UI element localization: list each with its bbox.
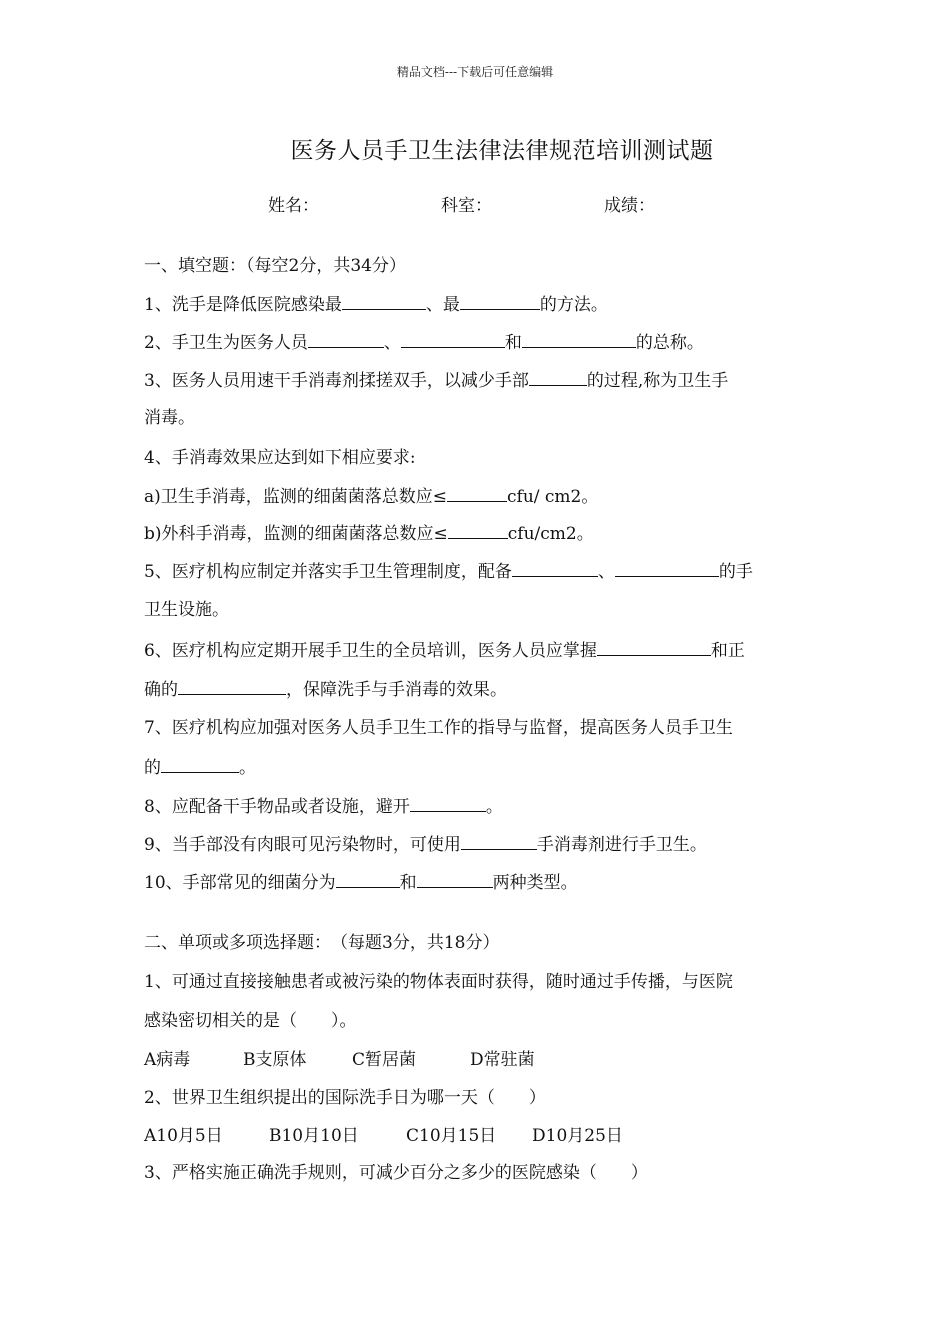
- document-title: 医务人员手卫生法律法律规范培训测试题: [290, 138, 714, 164]
- blank: [161, 755, 239, 773]
- s1-question-2: 2、手卫生为医务人员 、 和 的总称。: [144, 330, 704, 355]
- section1-heading: 一、填空题：（每空2分，共34分）: [144, 256, 406, 276]
- s1-question-7-cont: 的 。: [144, 755, 256, 780]
- blank: [461, 832, 537, 850]
- blank: [342, 292, 426, 310]
- s1-question-3-cont: 消毒。: [144, 408, 195, 428]
- blank: [615, 559, 719, 577]
- blank: [336, 870, 400, 888]
- s1-question-9: 9、当手部没有肉眼可见污染物时，可使用 手消毒剂进行手卫生。: [144, 832, 707, 857]
- s1-question-1: 1、洗手是降低医院感染最 、最 的方法。: [144, 292, 608, 317]
- s2-question-1: 1、可通过直接接触患者或被污染的物体表面时获得，随时通过手传播，与医院: [144, 972, 733, 992]
- s1-question-5-cont: 卫生设施。: [144, 600, 229, 620]
- s1-question-4a: a)卫生手消毒，监测的细菌菌落总数应≤ cfu/ cm2。: [144, 484, 598, 509]
- s2-question-3: 3、严格实施正确洗手规则，可减少百分之多少的医院感染（ ）: [144, 1163, 648, 1183]
- s1-question-6: 6、医疗机构应定期开展手卫生的全员培训，医务人员应掌握 和正: [144, 638, 745, 663]
- s1-question-8: 8、应配备干手物品或者设施，避开 。: [144, 794, 503, 819]
- s2-question-1-cont: 感染密切相关的是（ ）。: [144, 1011, 357, 1031]
- blank: [308, 330, 384, 348]
- name-field-label: 姓名：: [268, 196, 319, 216]
- s2-q2-option-b: B10月10日: [269, 1126, 359, 1146]
- dept-field-label: 科室：: [441, 196, 492, 216]
- blank: [512, 559, 598, 577]
- blank: [401, 330, 505, 348]
- blank: [410, 794, 486, 812]
- s2-q2-option-a: A10月5日: [144, 1126, 223, 1146]
- blank: [448, 521, 508, 539]
- s1-question-7: 7、医疗机构应加强对医务人员手卫生工作的指导与监督，提高医务人员手卫生: [144, 718, 733, 738]
- s2-q1-option-d: D常驻菌: [470, 1050, 535, 1070]
- score-field-label: 成绩：: [604, 196, 655, 216]
- s1-question-6-cont: 确的 ，保障洗手与手消毒的效果。: [144, 677, 507, 702]
- s1-question-10: 10、手部常见的细菌分为 和 两种类型。: [144, 870, 578, 895]
- s1-question-4: 4、手消毒效果应达到如下相应要求:: [144, 448, 416, 468]
- blank: [522, 330, 636, 348]
- blank: [417, 870, 493, 888]
- s2-q1-option-a: A病毒: [144, 1050, 191, 1070]
- s1-question-4b: b)外科手消毒，监测的细菌菌落总数应≤ cfu/cm2。: [144, 521, 594, 546]
- s2-q2-option-d: D10月25日: [532, 1126, 623, 1146]
- s2-question-2: 2、世界卫生组织提出的国际洗手日为哪一天（ ）: [144, 1088, 546, 1108]
- s1-question-5: 5、医疗机构应制定并落实手卫生管理制度，配备 、 的手: [144, 559, 753, 584]
- s2-q1-option-b: B支原体: [243, 1050, 307, 1070]
- blank: [447, 484, 507, 502]
- blank: [178, 677, 286, 695]
- s2-q2-option-c: C10月15日: [406, 1126, 497, 1146]
- blank: [597, 638, 711, 656]
- s1-question-3: 3、医务人员用速干手消毒剂揉搓双手，以减少手部 的过程,称为卫生手: [144, 368, 728, 393]
- section2-heading: 二、单项或多项选择题： （每题3分，共18分）: [144, 933, 500, 953]
- s2-q1-option-c: C暂居菌: [352, 1050, 417, 1070]
- blank: [460, 292, 540, 310]
- header-note: 精品文档---下载后可任意编辑: [396, 65, 554, 79]
- blank: [529, 368, 587, 386]
